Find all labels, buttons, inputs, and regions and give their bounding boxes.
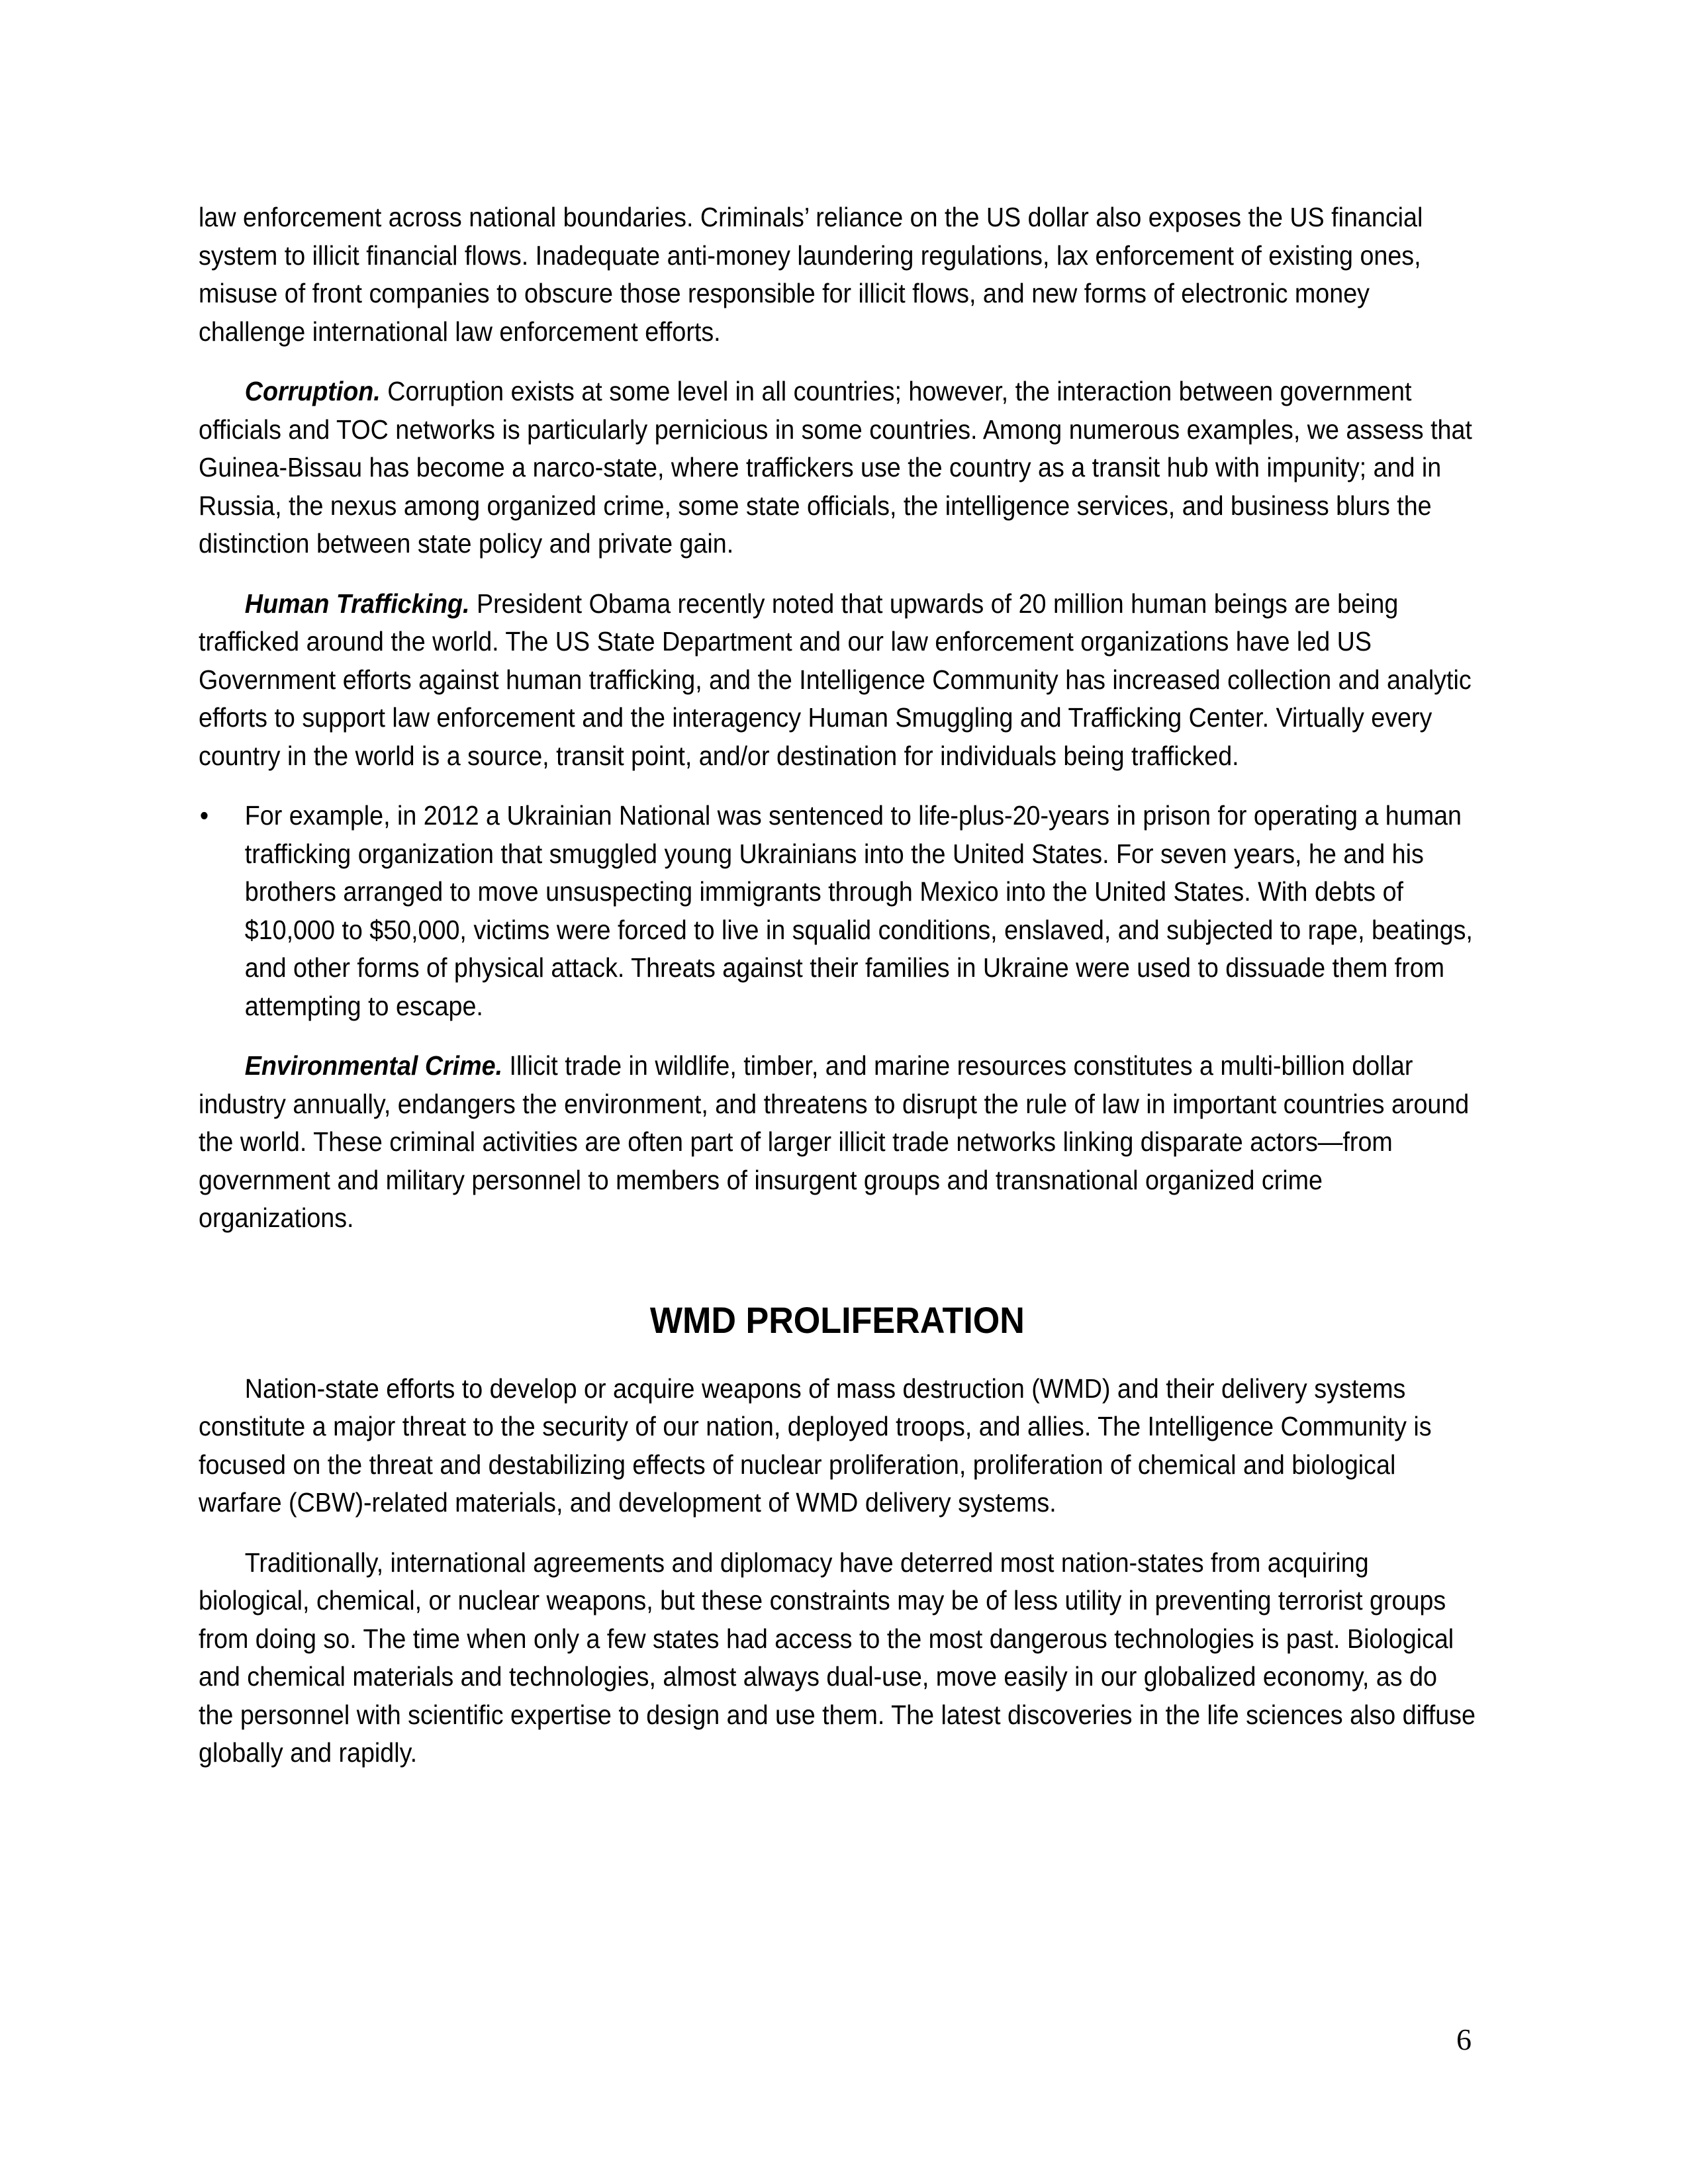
human-trafficking-text: President Obama recently noted that upwards of 20 million human beings are being trafficked around the world. The US State Department and our law enforcement organizations have led US Government efforts against human trafficking, and the Intelligence Community has increased collection and analytic efforts to support law enforcement and the interagency Human Smuggling and Trafficking Center. Virtually every country in the world is a source, transit point, and/or destination for individuals being trafficked. xyxy=(199,588,1472,771)
paragraph-corruption xyxy=(199,373,1476,563)
corruption-text: Corruption exists at some level in all countries; however, the interaction between government officials and TOC networks is particularly pernicious in some countries. Among numerous examples, we assess that Guinea-Bissau has become a narco-state, where traffickers use the country as a transit hub with impunity; and in Russia, the nexus among organized crime, some state officials, the intelligence services, and business blurs the distinction between state policy and private gain. xyxy=(199,376,1472,559)
section-heading-wmd: WMD PROLIFERATION xyxy=(649,1298,1025,1341)
bullet-icon: • xyxy=(199,800,209,831)
bullet-item xyxy=(199,797,1476,1025)
page-number: 6 xyxy=(1456,2023,1472,2056)
paragraph-continuation: law enforcement across national boundaries. Criminals’ reliance on the US dollar also exposes the US financial system to illicit financial flows. Inadequate anti-money laundering regulations, lax enforcement of existing ones, misuse of front companies to obscure those responsible for illicit flows, and new forms of electronic money challenge international law enforcement efforts. xyxy=(199,202,1423,347)
environmental-crime-text: Illicit trade in wildlife, timber, and marine resources constitutes a multi-billion dollar industry annually, endangers the environment, and threatens to disrupt the rule of law in important countries around the world. These criminal activities are often part of larger illicit trade networks linking disparate actors—from government and military personnel to members of insurgent groups and transnational organized crime organizations. xyxy=(199,1050,1470,1233)
paragraph-environmental-crime xyxy=(199,1047,1476,1238)
page-body xyxy=(199,199,1476,1772)
paragraph-human-trafficking xyxy=(199,585,1476,776)
corruption-lead: Corruption. xyxy=(244,376,381,406)
human-trafficking-lead: Human Trafficking. xyxy=(244,588,470,619)
bullet-text: For example, in 2012 a Ukrainian National was sentenced to life-plus-20-years in prison for operating a human trafficking organization that smuggled young Ukrainians into the United States. For seven years, he and his brothers arranged to move unsuspecting immigrants through Mexico into the United States. With debts of $10,000 to $50,000, victims were forced to live in squalid conditions, enslaved, and subjected to rape, beatings, and other forms of physical attack. Threats against their families in Ukraine were used to dissuade them from attempting to escape. xyxy=(244,800,1473,1021)
human-trafficking-bullet-list xyxy=(199,797,1476,1025)
environmental-crime-lead: Environmental Crime. xyxy=(244,1050,503,1081)
document-page xyxy=(199,199,1476,1794)
paragraph-wmd-1: Nation-state efforts to develop or acquire weapons of mass destruction (WMD) and their delivery systems constitute a major threat to the security of our nation, deployed troops, and allies. The Intelligence Community is focused on the threat and destabilizing effects of nuclear proliferation, proliferation of chemical and biological warfare (CBW)-related materials, and development of WMD delivery systems. xyxy=(199,1373,1432,1518)
paragraph-wmd-2: Traditionally, international agreements and diplomacy have deterred most nation-states from acquiring biological, chemical, or nuclear weapons, but these constraints may be of less utility in preventing terrorist groups from doing so. The time when only a few states had access to the most dangerous technologies is past. Biological and chemical materials and technologies, almost always dual-use, move easily in our globalized economy, as do the personnel with scientific expertise to design and use them. The latest discoveries in the life sciences also diffuse globally and rapidly. xyxy=(199,1547,1476,1768)
